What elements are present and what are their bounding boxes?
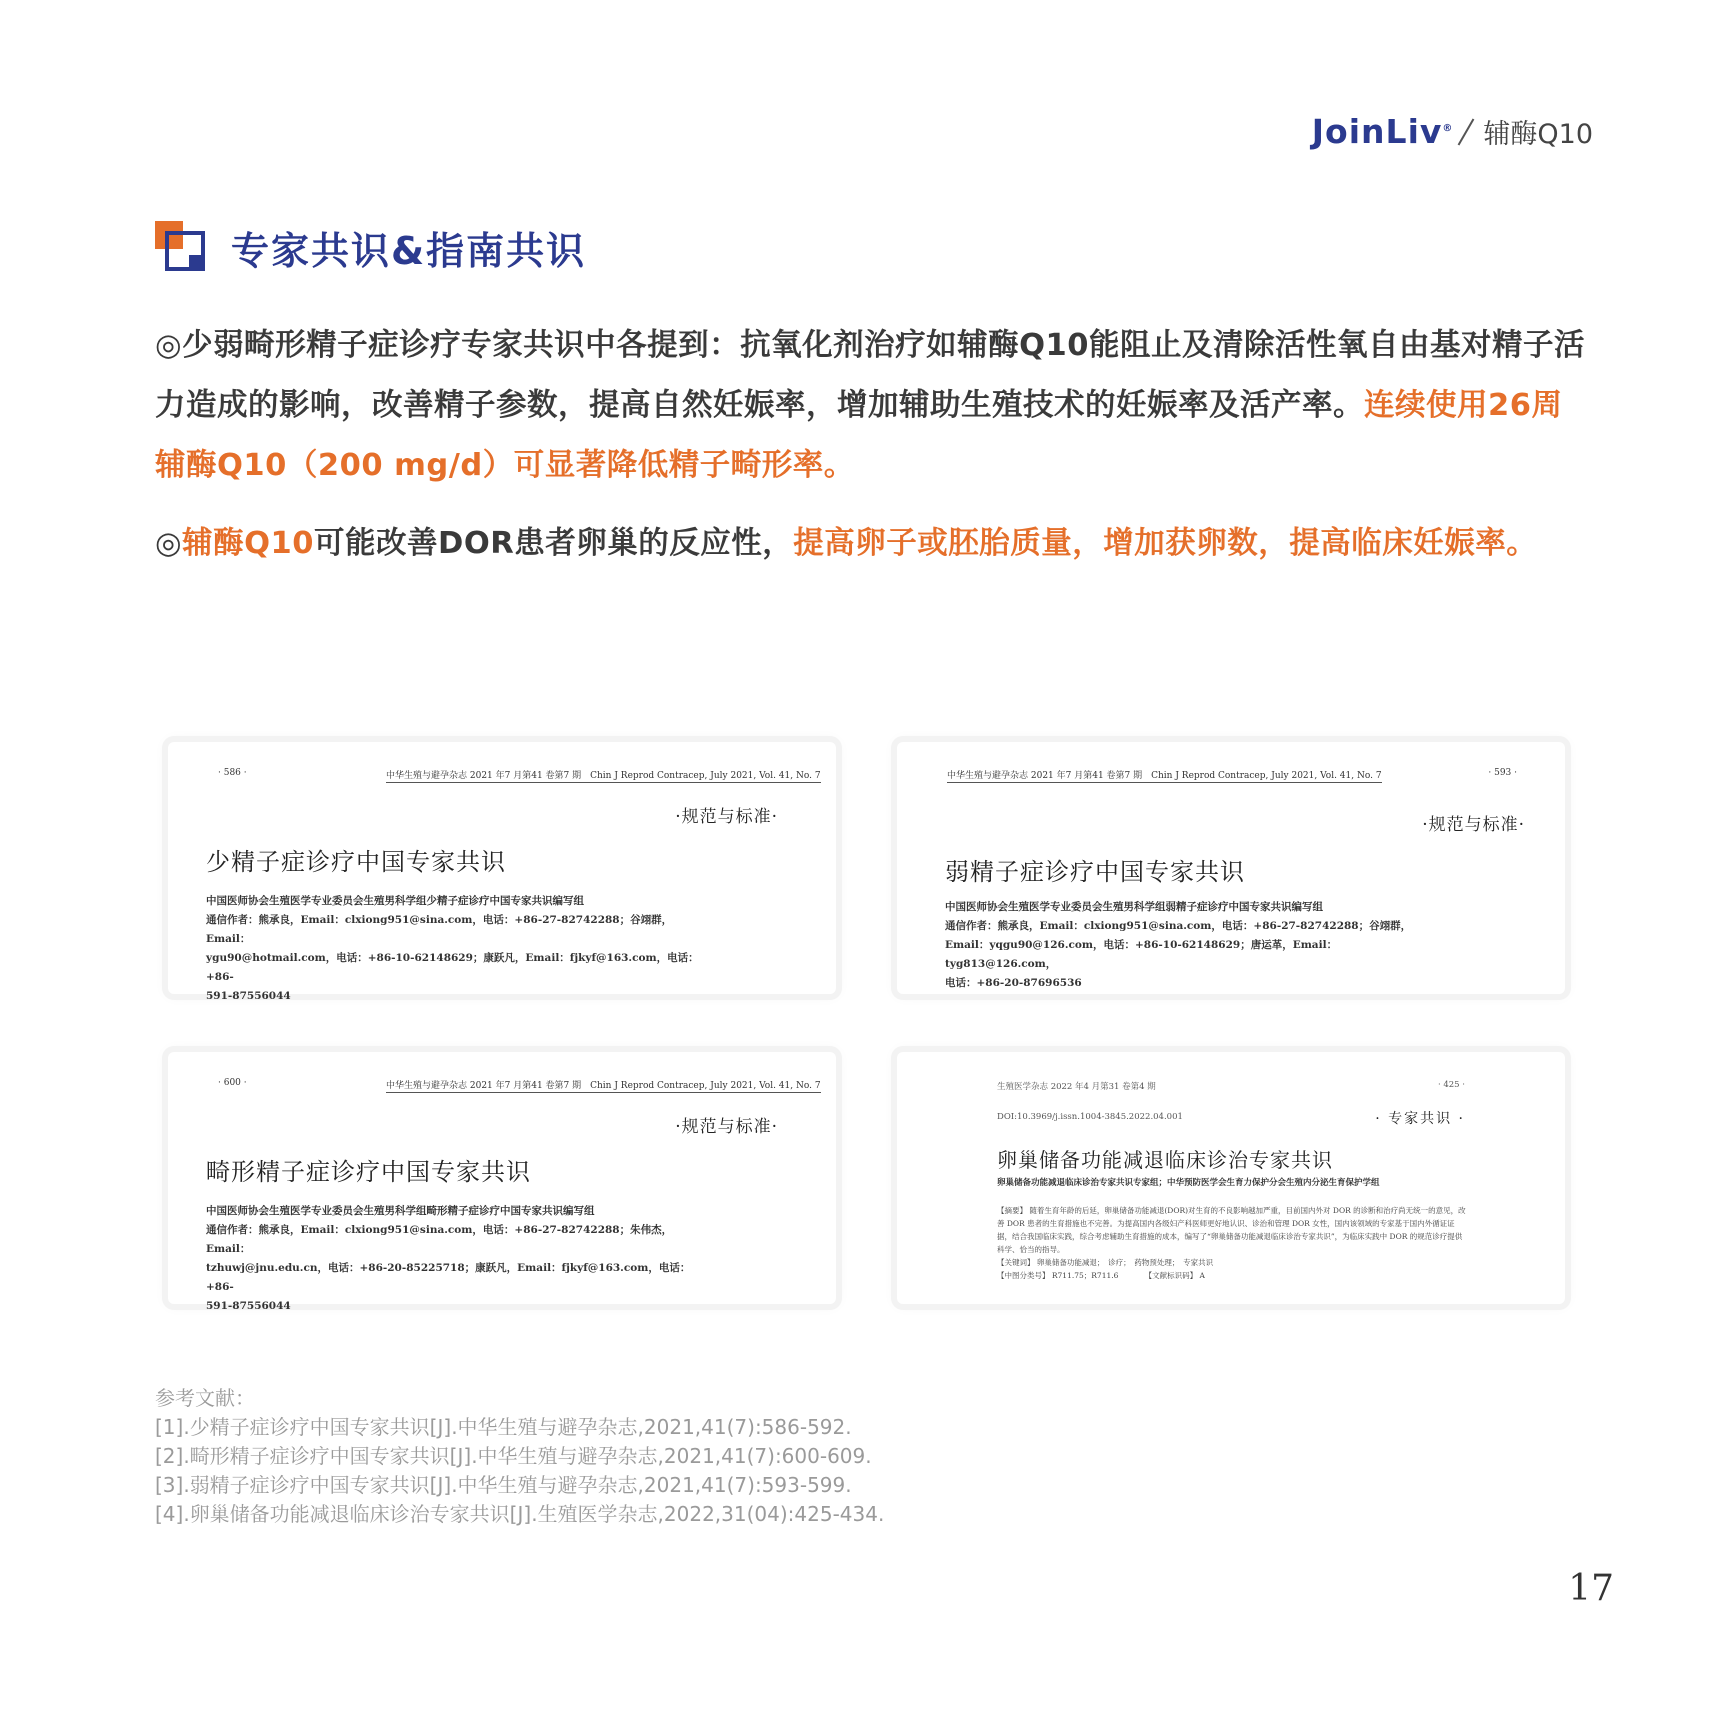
paper-header [206,768,821,782]
paper-header [935,768,1527,782]
paper-journal: 生殖医学杂志 2022 年4 月第31 卷第4 期 [997,1082,1156,1092]
paper-doi: DOI:10.3969/j.issn.1004-3845.2022.04.001 [997,1112,1183,1122]
paper-card-asthenozoospermia [897,742,1565,994]
paragraph-dor [155,514,1587,574]
reference-item: [3].弱精子症诊疗中国专家共识[J].中华生殖与避孕杂志,2021,41(7):593-599. [155,1473,852,1497]
paper-card-teratozoospermia [168,1052,836,1312]
paper-authors: 中国医师协会生殖医学专业委员会生殖男科学组少精子症诊疗中国专家共识编写组 通信作者：熊承良，Email：clxiong951@sina.com，电话：+86-27-82742288；谷翊群，Email： ygu90@hotmail.com，电话：+86-10-62148629；康跃凡，Email：fjkyf@163.com，电话：+86- 591-87556044 [206,895,699,1002]
reference-item: [4].卵巢储备功能减退临床诊治专家共识[J].生殖医学杂志,2022,31(04):425-434. [155,1502,885,1526]
paper-card-dor [897,1052,1565,1304]
paragraph-oligoasthenoteratozoospermia [155,316,1587,496]
paper-abstract: 【摘要】 随着生育年龄的后延，卵巢储备功能减退(DOR)对生育的不良影响越加严重，目前国内外对 DOR 的诊断和治疗尚无统一的意见，改善 DOR 患者的生育措施也不完善。为提高国内各级妇产科医师更好地认识、诊治和管理 DOR 女性，国内该领域的专家基于国内外循证证据，结合我国临床实践，综合考虑辅助生育措施的成本，编写了“卵巢储备功能减退临床诊治专家共识”，为临床实践中 DOR 的规范诊疗提供科学、恰当的指导。 【关键词】 卵巢储备功能减退； 诊疗； 药物预处理； 专家共识 【中图分类号】 R711.75；R711.6 【文献标识码】 A [997,1206,1466,1280]
paper-category: ·规范与标准· [1422,815,1525,835]
paper-title: 畸形精子症诊疗中国专家共识 [206,1158,531,1186]
paper-header [997,1080,1465,1092]
reference-item: [2].畸形精子症诊疗中国专家共识[J].中华生殖与避孕杂志,2021,41(7):600-609. [155,1444,872,1468]
section-square-icon [155,221,209,275]
paper-category: ·规范与标准· [675,1117,778,1137]
paragraph-bullet: ◎ [155,526,183,561]
brand-divider [1458,118,1475,145]
brand-header [1312,112,1593,151]
paper-category: ·规范与标准· [675,807,778,827]
references-heading: 参考文献： [155,1386,255,1410]
paper-authors: 中国医师协会生殖医学专业委员会生殖男科学组弱精子症诊疗中国专家共识编写组 通信作者：熊承良，Email：clxiong951@sina.com，电话：+86-27-82742288；谷翊群， Email：yqgu90@126.com，电话：+86-10-62148629；唐运革，Email：tyg813@126.com， 电话：+86-20-87696536 [945,901,1412,989]
paper-journal: 中华生殖与避孕杂志 2021 年7 月第41 卷第7 期 Chin J Reprod Contracep, July 2021, Vol. 41, No. 7 [386,1078,821,1093]
brand-logo: JoinLiv® [1311,112,1454,151]
paper-title: 少精子症诊疗中国专家共识 [206,848,506,876]
references [155,1384,884,1529]
section-header [155,220,586,275]
paragraph-text: 可能改善DOR患者卵巢的反应性， [314,526,794,561]
paragraph-text: ◎少弱畸形精子症诊疗专家共识中各提到：抗氧化剂治疗如辅酶Q10能阻止及清除活性氧自由基对精子活力造成的影响，改善精子参数，提高自然妊娠率，增加辅助生殖技术的妊娠率及活产率。 [155,328,1585,423]
paper-title: 弱精子症诊疗中国专家共识 [945,858,1245,886]
paper-header [206,1078,821,1092]
paper-title: 卵巢储备功能减退临床诊治专家共识 [997,1148,1333,1172]
paragraph-highlight: 连续使用26周辅酶Q10（200 mg/d）可显著降低精子畸形率。 [155,388,1563,483]
paper-card-oligozoospermia [168,742,836,1002]
section-title: 专家共识&指南共识 [231,229,587,273]
paper-page-number: · 586 · [218,768,247,778]
paper-category: · 专家共识 · [1375,1111,1465,1127]
paragraph-highlight: 提高卵子或胚胎质量，增加获卵数，提高临床妊娠率。 [793,526,1538,561]
paper-page-number: · 593 · [1488,768,1517,778]
paper-authors: 中国医师协会生殖医学专业委员会生殖男科学组畸形精子症诊疗中国专家共识编写组 通信作者：熊承良，Email：clxiong951@sina.com，电话：+86-27-82742288；朱伟杰，Email： tzhuwj@jnu.edu.cn，电话：+86-20-85225718；康跃凡，Email：fjkyf@163.com，电话：+86- 591-87556044 [206,1205,691,1312]
paragraph-highlight: 辅酶Q10 [182,526,314,561]
page-number: 17 [1568,1568,1614,1609]
paper-journal: 中华生殖与避孕杂志 2021 年7 月第41 卷第7 期 Chin J Reprod Contracep, July 2021, Vol. 41, No. 7 [947,768,1382,783]
paper-authors: 卵巢储备功能减退临床诊治专家共识专家组；中华预防医学会生育力保护分会生殖内分泌生育保护学组 [997,1178,1380,1188]
paper-page-number: · 425 · [1437,1080,1465,1090]
reference-item: [1].少精子症诊疗中国专家共识[J].中华生殖与避孕杂志,2021,41(7):586-592. [155,1415,852,1439]
brand-product: 辅酶Q10 [1483,119,1593,150]
paper-journal: 中华生殖与避孕杂志 2021 年7 月第41 卷第7 期 Chin J Reprod Contracep, July 2021, Vol. 41, No. 7 [386,768,821,783]
paper-page-number: · 600 · [218,1078,247,1088]
